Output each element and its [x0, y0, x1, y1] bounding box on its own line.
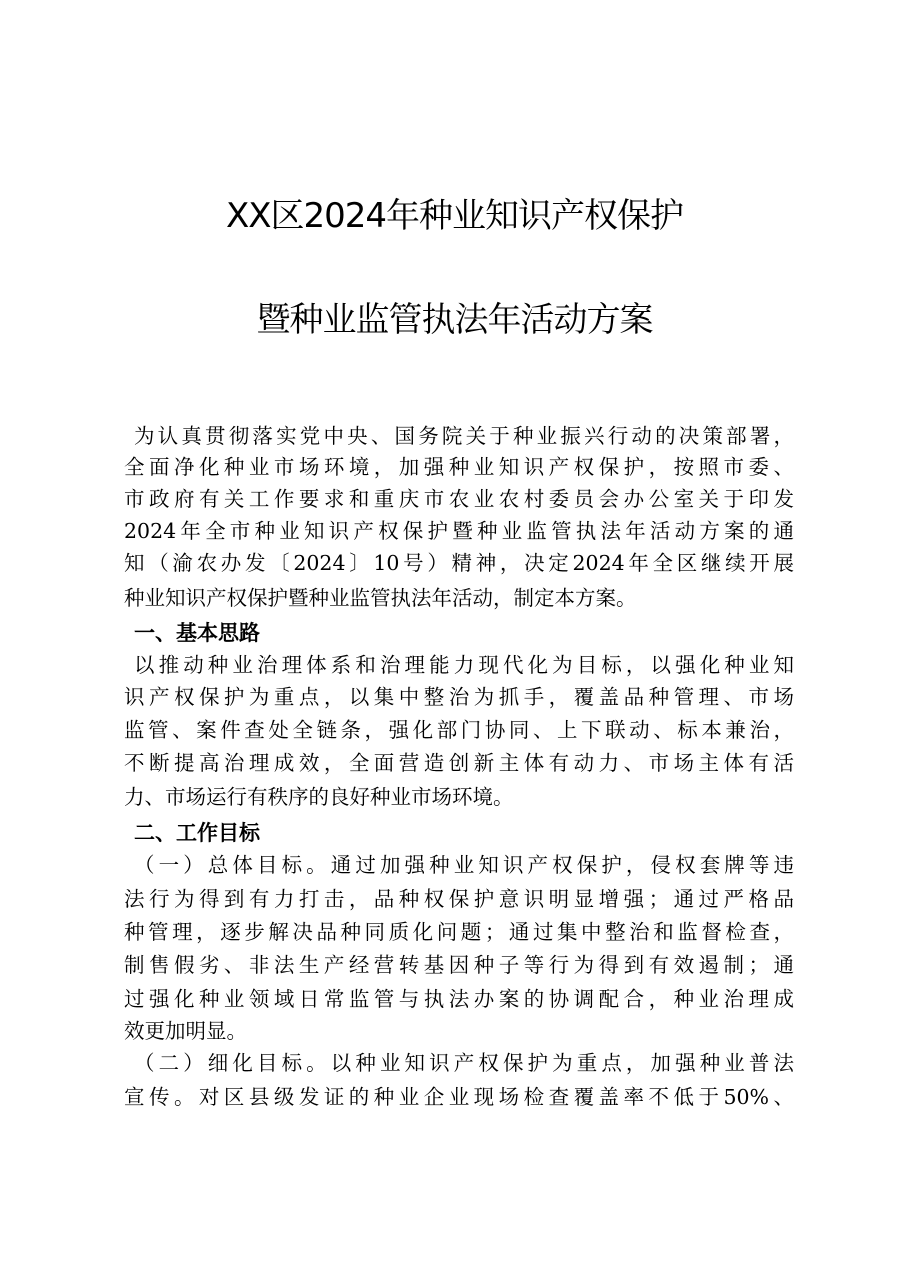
section-heading-basic-approach: 一、基本思路: [134, 621, 260, 645]
section-2-para-1-line: 过强化种业领域日常监管与执法办案的协调配合，种业治理成: [124, 987, 794, 1011]
section-2-para-1-line: 种管理，逐步解决品种同质化问题；通过集中整治和监督检查，: [124, 920, 794, 944]
section-2-para-1-line: 制售假劣、非法生产经营转基因种子等行为得到有效遏制；通: [124, 953, 794, 977]
section-1-line: 以推动种业治理体系和治理能力现代化为目标，以强化种业知: [134, 653, 794, 677]
section-2-para-2-line: 宣传。对区县级发证的种业企业现场检查覆盖率不低于50%、: [124, 1085, 794, 1109]
section-2-para-1-line: 法行为得到有力打击，品种权保护意识明显增强；通过严格品: [124, 887, 794, 911]
intro-line: 知（渝农办发〔2024〕10号）精神，决定2024年全区继续开展: [124, 551, 794, 575]
intro-line: 为认真贯彻落实党中央、国务院关于种业振兴行动的决策部署，: [134, 424, 794, 448]
document-title-line-1: XX区2024年种业知识产权保护: [225, 196, 684, 236]
document-title-line-2: 暨种业监管执法年活动方案: [256, 300, 653, 340]
section-1-line: 识产权保护为重点，以集中整治为抓手，覆盖品种管理、市场: [124, 685, 794, 709]
intro-line: 种业知识产权保护暨种业监管执法年活动，制定本方案。: [124, 586, 637, 610]
intro-line: 市政府有关工作要求和重庆市农业农村委员会办公室关于印发: [124, 487, 794, 511]
section-1-line: 监管、案件查处全链条，强化部门协同、上下联动、标本兼治，: [124, 718, 794, 742]
section-2-para-2-line: （二）细化目标。以种业知识产权保护为重点，加强种业普法: [134, 1051, 794, 1075]
intro-line: 全面净化种业市场环境，加强种业知识产权保护，按照市委、: [124, 455, 794, 479]
section-heading-work-goals: 二、工作目标: [134, 821, 260, 845]
intro-line: 2024年全市种业知识产权保护暨种业监管执法年活动方案的通: [124, 519, 794, 543]
section-2-para-1-line: 效更加明显。: [124, 1019, 247, 1043]
section-2-para-1-line: （一）总体目标。通过加强种业知识产权保护，侵权套牌等违: [134, 853, 794, 877]
section-1-line: 不断提高治理成效，全面营造创新主体有动力、市场主体有活: [124, 751, 794, 775]
section-1-line: 力、市场运行有秩序的良好种业市场环境。: [124, 785, 514, 809]
